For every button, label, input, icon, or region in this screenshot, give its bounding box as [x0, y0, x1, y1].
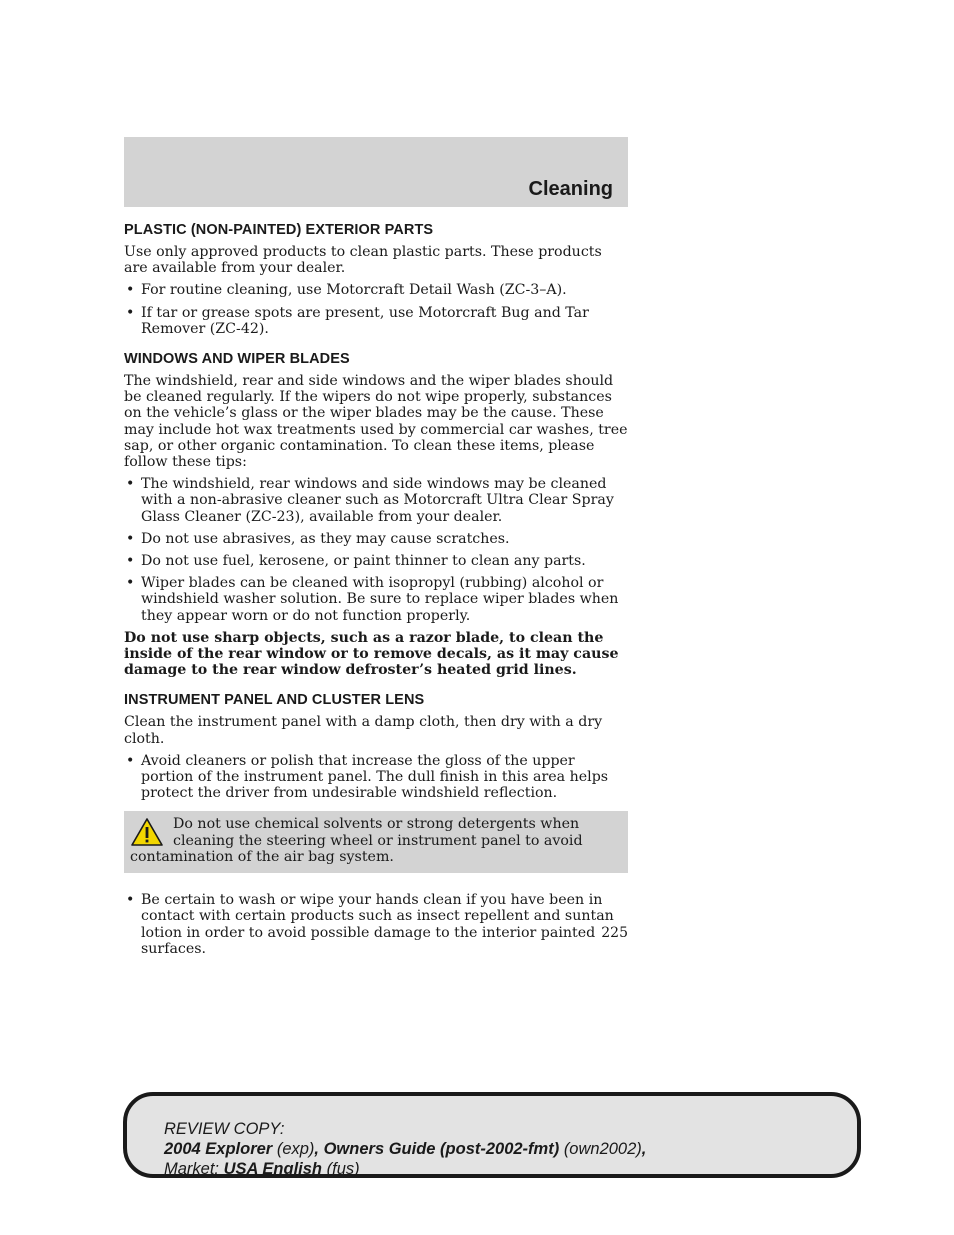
footer-guide-line	[164, 1139, 646, 1159]
footer-vehicle: 2004 Explorer	[164, 1140, 273, 1158]
footer-vehicle-code: (exp)	[276, 1140, 315, 1158]
list-item	[124, 575, 628, 624]
footer-market-label: Market:	[164, 1160, 220, 1178]
list-item-text: Be certain to wash or wipe your hands clean if you have been in contact with certain products such as insect repellent and suntan lotion in order to avoid possible damage to the interior painted surfaces.	[141, 892, 614, 957]
section-intro: Clean the instrument panel with a damp cloth, then dry with a dry cloth.	[124, 714, 603, 747]
section-heading: PLASTIC (NON-PAINTED) EXTERIOR PARTS	[124, 222, 434, 238]
list-item	[124, 553, 628, 569]
bullet-list	[124, 476, 628, 624]
warning-triangle-icon	[130, 817, 164, 847]
list-item-text: Avoid cleaners or polish that increase the gloss of the upper portion of the instrument panel. The dull finish in this area helps protect the driver from undesirable windshield reflection.	[141, 752, 609, 802]
list-item-text: Do not use abrasives, as they may cause scratches.	[141, 530, 510, 547]
footer-separator: ,	[641, 1140, 647, 1158]
page-number: 225	[601, 925, 628, 941]
list-item-text: Do not use fuel, kerosene, or paint thinner to clean any parts.	[141, 553, 586, 570]
warning-text: Do not use chemical solvents or strong detergents when cleaning the steering wheel or instrument panel to avoid contamination of the air bag system.	[130, 816, 583, 865]
footer-market: USA English	[223, 1160, 323, 1178]
list-item	[124, 531, 628, 547]
list-item	[124, 476, 628, 525]
bullet-mark: •	[126, 553, 135, 570]
bullet-mark: •	[126, 892, 135, 909]
header-band	[124, 137, 628, 207]
list-item	[124, 282, 628, 298]
section-instrument	[124, 691, 628, 956]
bullet-mark: •	[126, 575, 135, 592]
bullet-mark: •	[126, 304, 135, 321]
section-heading: INSTRUMENT PANEL AND CLUSTER LENS	[124, 692, 425, 709]
list-item-text: For routine cleaning, use Motorcraft Detail Wash (ZC-3–A).	[141, 282, 567, 299]
footer-market-line	[164, 1159, 646, 1179]
footer-separator: ,	[314, 1140, 324, 1158]
list-item	[124, 305, 628, 337]
list-item-text: If tar or grease spots are present, use Motorcraft Bug and Tar Remover (ZC-42).	[141, 304, 589, 337]
warning-box	[124, 811, 628, 873]
section-intro: Use only approved products to clean plastic parts. These products are available from your dealer.	[124, 244, 602, 277]
page-content	[124, 221, 628, 970]
bullet-list	[124, 753, 628, 802]
section-windows	[124, 350, 628, 678]
bullet-list	[124, 282, 628, 337]
footer-market-code: (fus)	[326, 1160, 360, 1178]
footer-guide: Owners Guide (post-2002-fmt)	[323, 1140, 560, 1158]
footer-guide-code: (own2002)	[563, 1140, 642, 1158]
bullet-mark: •	[126, 752, 135, 769]
bullet-mark: •	[126, 282, 135, 299]
bullet-list	[124, 892, 628, 957]
list-item-text: Wiper blades can be cleaned with isopropyl (rubbing) alcohol or windshield washer solution. Be sure to replace wiper blades when they appear worn or do not function properly.	[141, 575, 619, 624]
footer-review-label: REVIEW COPY:	[164, 1120, 285, 1138]
section-plastic	[124, 221, 628, 337]
footer-text	[164, 1119, 646, 1179]
list-item	[124, 892, 628, 957]
list-item-text: The windshield, rear windows and side windows may be cleaned with a non-abrasive cleaner such as Motorcraft Ultra Clear Spray Glass Cleaner (ZC-23), available from your dealer.	[141, 476, 614, 525]
bullet-mark: •	[126, 530, 135, 547]
section-heading: WINDOWS AND WIPER BLADES	[124, 351, 350, 368]
bold-warning-text: Do not use sharp objects, such as a razor blade, to clean the inside of the rear window or to remove decals, as it may cause damage to the rear window defroster’s heated grid lines.	[124, 629, 619, 679]
section-intro: The windshield, rear and side windows and the wiper blades should be cleaned regularly. If the wipers do not wipe properly, substances on the vehicle’s glass or the wiper blades may be the cause. These may include hot wax treatments used by commercial car washes, tree sap, or other organic contamination. To clean these items, please follow these tips:	[124, 373, 628, 471]
review-copy-footer	[123, 1092, 861, 1178]
page-title: Cleaning	[528, 178, 613, 200]
bullet-mark: •	[126, 476, 135, 493]
list-item	[124, 753, 628, 802]
